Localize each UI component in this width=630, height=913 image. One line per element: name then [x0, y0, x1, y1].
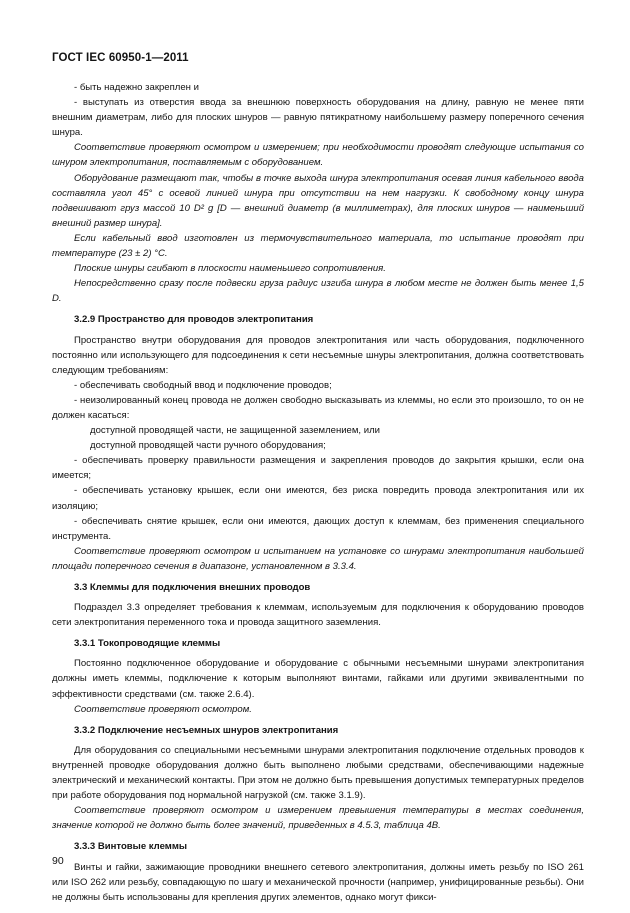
list-item: - выступать из отверстия ввода за внешнюю поверхность оборудования на длину, равную не менее пяти внешним диаметрам, либо для плоских шнуров — равную пятикратному наибольшему размеру поперечного сечения шнура. — [52, 97, 584, 139]
test-paragraph: Непосредственно сразу после подвески груза радиус изгиба шнура в любом месте не должен быть менее 1,5 D. — [52, 278, 584, 305]
sub-list-item: доступной проводящей части ручного оборудования; — [90, 440, 326, 452]
section-heading: 3.2.9 Пространство для проводов электропитания — [74, 314, 314, 326]
body-paragraph: Подраздел 3.3 определяет требования к клеммам, используемым для подключения к оборудованию проводов сети электропитания переменного тока и провода защитного заземления. — [52, 602, 584, 629]
section-heading: 3.3.3 Винтовые клеммы — [74, 841, 188, 853]
section-heading: 3.3.1 Токопроводящие клеммы — [74, 638, 221, 650]
body-paragraph: Винты и гайки, зажимающие проводники внешнего сетевого электропитания, должны иметь резьбу по ISO 261 или ISO 262 или резьбу, совпадающую по шагу и механической прочности (например, унифицированные резьбы). Они не должны быть использованы для крепления других элементов, однако могут фикси- — [52, 861, 584, 903]
document-page — [52, 52, 584, 905]
compliance-note: Соответствие проверяют осмотром и измерением; при необходимости проводят следующие испытания со шнуром электропитания, поставляемым с оборудованием. — [52, 142, 584, 169]
sub-list-item: доступной проводящей части, не защищенной заземлением, или — [90, 425, 380, 437]
compliance-note: Соответствие проверяют осмотром и измерением превышения температуры в местах соединения, значение которой не должно быть более значений, приведенных в 4.5.3, таблица 4В. — [52, 805, 584, 832]
document-header: ГОСТ IEC 60950-1—2011 — [52, 52, 189, 64]
section-heading: 3.3.2 Подключение несъемных шнуров электропитания — [74, 724, 339, 736]
list-item: - обеспечивать проверку правильности размещения и закрепления проводов до закрытия крышки, если она имеется; — [52, 455, 584, 482]
body-paragraph: Постоянно подключенное оборудование и оборудование с обычными несъемными шнурами электропитания должны иметь клеммы, подключение к которым выполняют винтами, гайками или другими эквивалентными по эффективности средствами (см. также 2.6.4). — [52, 658, 584, 700]
body-paragraph: Пространство внутри оборудования для проводов электропитания или часть оборудования, подключенного постоянно или использующего для подсоединения к сети несъемные шнуры электропитания, должна соответствовать следующим требованиям: — [52, 334, 584, 376]
compliance-note: Соответствие проверяют осмотром. — [74, 703, 252, 715]
page-number: 90 — [52, 855, 64, 867]
list-item: - обеспечивать свободный ввод и подключение проводов; — [74, 379, 332, 391]
list-item: - быть надежно закреплен и — [74, 82, 199, 93]
list-item: - неизолированный конец провода не должен свободно высказывать из клеммы, но если это произошло, то он не должен касаться: — [52, 394, 584, 421]
list-item: - обеспечивать установку крышек, если они имеются, без риска повредить провода электропитания или их изоляцию; — [52, 485, 584, 512]
test-paragraph: Если кабельный ввод изготовлен из термочувствительного материала, то испытание проводят при температуре (23 ± 2) °С. — [52, 232, 584, 260]
body-paragraph: Для оборудования со специальными несъемными шнурами электропитания подключение отдельных проводов к внутренней проводке оборудования должно быть выполнено любыми средствами, обеспечивающими надежные электрический и механический контакты. При этом не должно быть превышения допустимых температурных пределов при работе оборудования под нормальной нагрузкой (см. также 3.1.9). — [52, 744, 584, 802]
test-paragraph: Оборудование размещают так, чтобы в точке выхода шнура электропитания осевая линия кабельного ввода составляла угол 45° с осевой линией шнура при отсутствии на нем нагрузки. К свободному концу шнура подвешивают груз массой 10 D² g [D — внешний диаметр (в миллиметрах), для плоских шнуров — наименьший внешний размер шнура]. — [52, 172, 584, 229]
list-item: - обеспечивать снятие крышек, если они имеются, дающих доступ к клеммам, без применения специального инструмента. — [52, 515, 584, 542]
document-body — [52, 80, 584, 905]
section-heading: 3.3 Клеммы для подключения внешних проводов — [74, 582, 311, 593]
compliance-note: Соответствие проверяют осмотром и испытанием на установке со шнурами электропитания наибольшей площади поперечного сечения в диапазоне, установленном в 3.3.4. — [52, 545, 584, 572]
test-paragraph: Плоские шнуры сгибают в плоскости наименьшего сопротивления. — [74, 263, 386, 275]
